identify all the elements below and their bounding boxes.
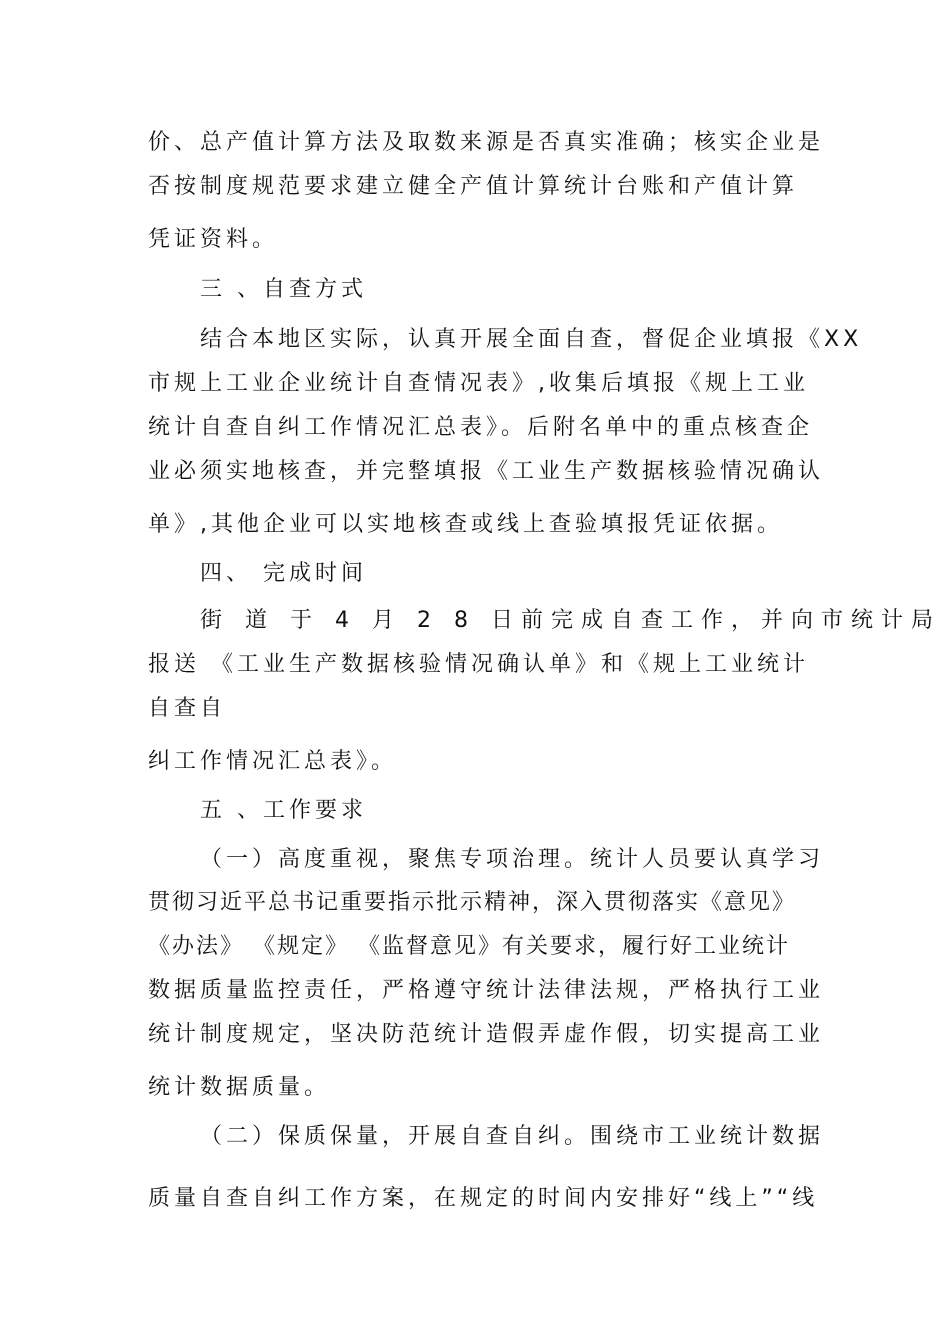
body-line: 自查自 bbox=[148, 696, 227, 721]
body-line: 凭证资料。 bbox=[148, 227, 279, 252]
body-line: 纠工作情况汇总表》。 bbox=[148, 749, 398, 774]
body-line: 统计数据质量。 bbox=[148, 1075, 331, 1100]
body-line: 报送 《工业生产数据核验情况确认单》和《规上工业统计 bbox=[148, 652, 809, 677]
section-heading-4: 四、 完成时间 bbox=[200, 561, 367, 586]
body-line: 街 道 于 4 月 2 8 日前完成自查工作，并向市统计局 bbox=[200, 608, 941, 633]
body-line: 《办法》 《规定》 《监督意见》有关要求，履行好工业统计 bbox=[148, 934, 790, 959]
section-heading-3: 三 、自查方式 bbox=[200, 277, 367, 302]
body-line: 否按制度规范要求建立健全产值计算统计台账和产值计算 bbox=[148, 174, 799, 199]
body-line: 数据质量监控责任，严格遵守统计法律法规，严格执行工业 bbox=[148, 978, 825, 1003]
body-line: 结合本地区实际，认真开展全面自查，督促企业填报《XX bbox=[200, 327, 863, 352]
body-line: 价、总产值计算方法及取数来源是否真实准确；核实企业是 bbox=[148, 130, 825, 155]
body-line: 统计制度规定，坚决防范统计造假弄虚作假，切实提高工业 bbox=[148, 1022, 825, 1047]
section-heading-5: 五 、工作要求 bbox=[200, 798, 367, 823]
body-line: （一）高度重视，聚焦专项治理。统计人员要认真学习 bbox=[200, 847, 825, 872]
body-line: 质量自查自纠工作方案，在规定的时间内安排好“线上”“线 bbox=[148, 1186, 819, 1211]
body-line: 市规上工业企业统计自查情况表》,收集后填报《规上工业 bbox=[148, 371, 809, 396]
body-line: （二）保质保量，开展自查自纠。围绕市工业统计数据 bbox=[200, 1124, 825, 1149]
body-line: 贯彻习近平总书记重要指示批示精神，深入贯彻落实《意见》 bbox=[148, 890, 797, 915]
body-line: 单》,其他企业可以实地核查或线上查验填报凭证依据。 bbox=[148, 512, 783, 537]
body-line: 业必须实地核查，并完整填报《工业生产数据核验情况确认 bbox=[148, 459, 825, 484]
body-line: 统计自查自纠工作情况汇总表》。后附名单中的重点核查企 bbox=[148, 415, 814, 440]
